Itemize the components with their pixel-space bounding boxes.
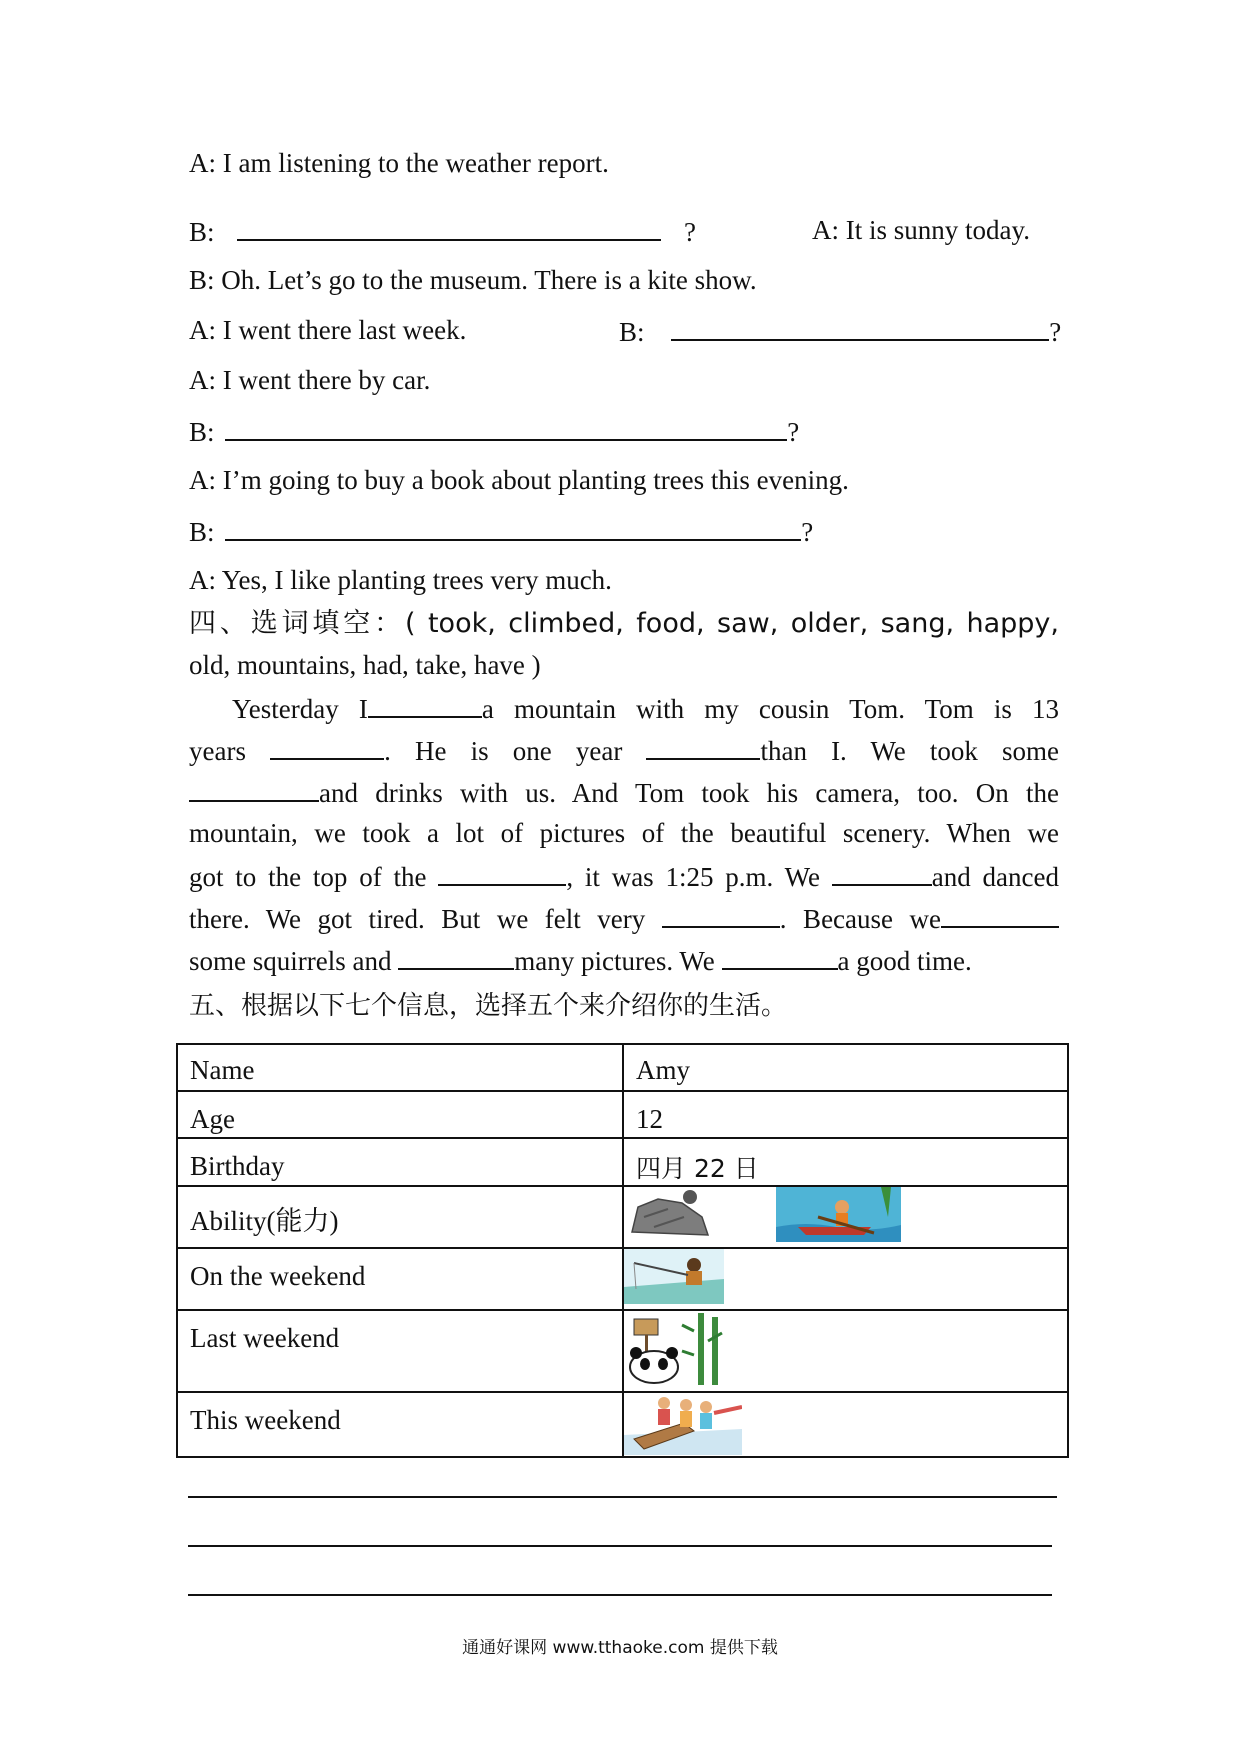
speaker-label: B:: [189, 517, 215, 547]
dialogue-line-9: A: Yes, I like planting trees very much.: [189, 565, 612, 595]
passage-text: . He is one year: [384, 736, 623, 766]
passage-text: there. We got tired. But we felt very: [189, 904, 646, 934]
table-row: [177, 1091, 1068, 1138]
row-label: Name: [177, 1044, 623, 1091]
table-row: [177, 1248, 1068, 1310]
children-bridge-icon: [624, 1393, 742, 1455]
heading-text: 四、选词填空：( took, climbed, food, saw, older, sang, happy,: [189, 608, 1059, 639]
section5-heading: 五、根据以下七个信息，选择五个来介绍你的生活。: [189, 991, 788, 1021]
speaker-label: B:: [189, 217, 215, 247]
dialogue-reply: A: It is sunny today.: [812, 215, 1030, 245]
row-label: On the weekend: [177, 1248, 623, 1310]
answer-blank[interactable]: [225, 517, 801, 541]
writing-line[interactable]: [188, 1594, 1052, 1596]
fill-blank[interactable]: [722, 946, 838, 970]
passage-line-3: [189, 778, 1059, 807]
row-label: Birthday: [177, 1138, 623, 1186]
row-label: [177, 1186, 623, 1248]
row-label-text: Ability(能力): [190, 1206, 339, 1236]
passage-line-2: [189, 736, 1059, 765]
passage-line-7: [189, 946, 972, 975]
row-label: This weekend: [177, 1392, 623, 1457]
table-row: [177, 1310, 1068, 1392]
dialogue-line-5: A: I went there by car.: [189, 365, 431, 395]
question-mark: ?: [1049, 317, 1062, 347]
table-row: [177, 1044, 1068, 1091]
row-picture-cell: [623, 1186, 1068, 1248]
passage-text: years: [189, 736, 246, 766]
dialogue-line-8: [189, 517, 813, 546]
passage-text: and drinks with us. And Tom took his camera, too. On the: [319, 778, 1059, 808]
dialogue-line-3: B: Oh. Let’s go to the museum. There is a kite show.: [189, 265, 757, 295]
passage-line-1: [232, 694, 1059, 723]
passage-text: Yesterday I: [232, 694, 368, 724]
passage-line-6: [189, 904, 1059, 933]
fill-blank[interactable]: [438, 862, 566, 886]
passage-text: got to the top of the: [189, 862, 427, 892]
row-label: Age: [177, 1091, 623, 1138]
section4-heading: [189, 610, 1059, 637]
rowing-boat-icon: [776, 1187, 901, 1242]
passage-text: , it was 1:25 p.m. We: [566, 862, 820, 892]
info-table: [176, 1043, 1069, 1458]
panda-bamboo-icon: [624, 1311, 734, 1386]
fill-blank[interactable]: [646, 736, 760, 760]
fill-blank[interactable]: [832, 862, 932, 886]
fill-blank[interactable]: [941, 904, 1059, 928]
row-value: 四月 22 日: [623, 1138, 1068, 1186]
passage-text: than I. We took some: [760, 736, 1060, 766]
passage-line-4: mountain, we took a lot of pictures of the beautiful scenery. When we: [189, 818, 1059, 848]
dialogue-line-7: A: I’m going to buy a book about planting trees this evening.: [189, 465, 849, 495]
section4-word-bank: old, mountains, had, take, have ): [189, 650, 541, 680]
dialogue-line-2: [189, 217, 696, 246]
table-row: [177, 1392, 1068, 1457]
passage-text: a good time.: [837, 946, 972, 976]
writing-line[interactable]: [188, 1496, 1057, 1498]
fill-blank[interactable]: [189, 778, 319, 802]
passage-line-5: [189, 862, 1059, 891]
answer-blank[interactable]: [225, 417, 787, 441]
table-row: [177, 1138, 1068, 1186]
speaker-label: B:: [189, 417, 215, 447]
row-value: Amy: [623, 1044, 1068, 1091]
rock-climbing-icon: [624, 1187, 714, 1242]
row-picture-cell: [623, 1310, 1068, 1392]
writing-line[interactable]: [188, 1545, 1052, 1547]
row-picture-cell: [623, 1392, 1068, 1457]
row-picture-cell: [623, 1248, 1068, 1310]
fill-blank[interactable]: [368, 694, 482, 718]
question-mark: ?: [801, 517, 814, 547]
dialogue-line-1: A: I am listening to the weather report.: [189, 148, 609, 178]
speaker-label: B:: [619, 317, 645, 347]
footer-watermark: 通通好课网 www.tthaoke.com 提供下载: [462, 1638, 778, 1658]
dialogue-line-4b: [619, 317, 1061, 346]
row-label: Last weekend: [177, 1310, 623, 1392]
dialogue-line-6: [189, 417, 799, 446]
passage-text: a mountain with my cousin Tom. Tom is 13: [481, 694, 1059, 724]
passage-text: and danced: [931, 862, 1059, 892]
question-mark: ?: [684, 217, 696, 247]
fill-blank[interactable]: [270, 736, 384, 760]
fill-blank[interactable]: [398, 946, 514, 970]
passage-text: . Because we: [779, 904, 941, 934]
fishing-icon: [624, 1249, 724, 1304]
answer-blank[interactable]: [237, 217, 661, 241]
answer-blank[interactable]: [671, 317, 1049, 341]
passage-text: many pictures. We: [514, 946, 715, 976]
dialogue-line-4a: A: I went there last week.: [189, 315, 467, 345]
fill-blank[interactable]: [662, 904, 780, 928]
table-row: [177, 1186, 1068, 1248]
passage-text: some squirrels and: [189, 946, 392, 976]
row-value: 12: [623, 1091, 1068, 1138]
question-mark: ?: [787, 417, 800, 447]
